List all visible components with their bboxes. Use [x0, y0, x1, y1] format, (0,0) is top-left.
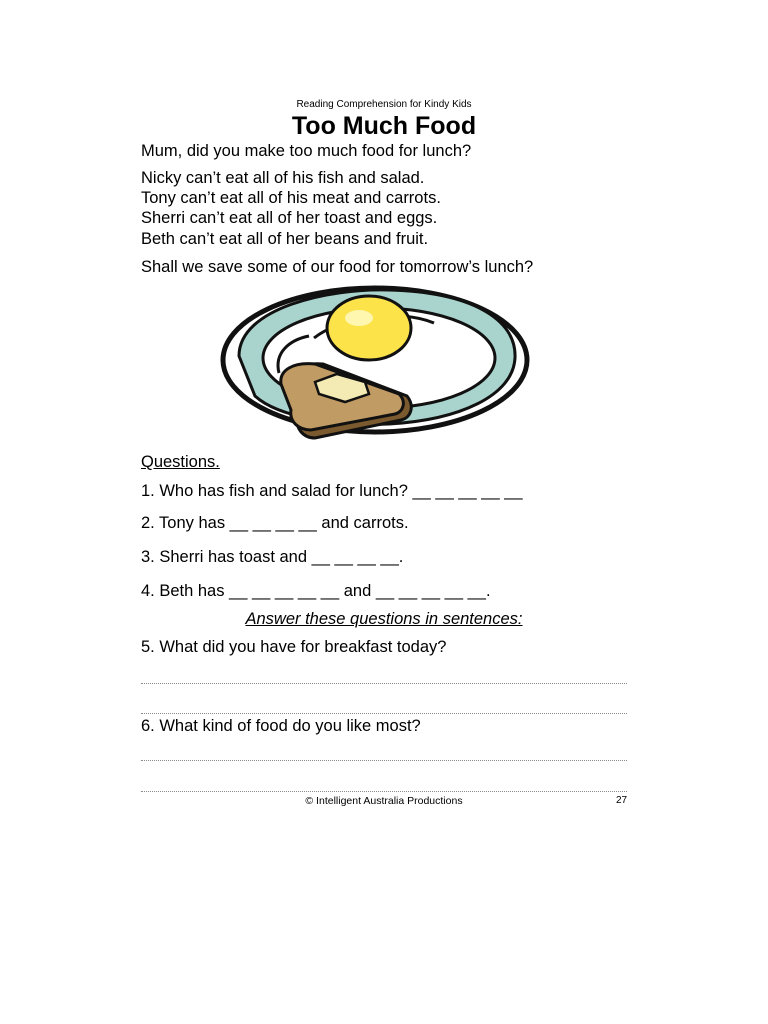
story-line: Beth can’t eat all of her beans and fruit.: [141, 230, 429, 248]
page-number: 27: [616, 795, 628, 806]
sentence-instruction: Answer these questions in sentences:: [245, 610, 523, 628]
page-title: Too Much Food: [291, 112, 477, 140]
story-line: Sherri can’t eat all of her toast and eggs.: [141, 209, 438, 227]
copyright-footer: © Intelligent Australia Productions: [305, 795, 463, 807]
story-intro: Mum, did you make too much food for lunch?: [141, 142, 472, 160]
question-3: 3. Sherri has toast and __ __ __ __.: [141, 548, 404, 566]
worksheet-series-header: Reading Comprehension for Kindy Kids: [296, 99, 472, 110]
question-2: 2. Tony has __ __ __ __ and carrots.: [141, 514, 409, 532]
story-line: Nicky can’t eat all of his fish and salad.: [141, 169, 425, 187]
answer-line: [141, 713, 627, 714]
answer-line: [141, 791, 627, 792]
answer-line: [141, 760, 627, 761]
answer-line: [141, 683, 627, 684]
question-1: 1. Who has fish and salad for lunch? __ __ __ __ __: [141, 482, 523, 500]
question-6: 6. What kind of food do you like most?: [141, 717, 421, 735]
question-4: 4. Beth has __ __ __ __ __ and __ __ __ __ __.: [141, 582, 491, 600]
question-5: 5. What did you have for breakfast today?: [141, 638, 447, 656]
plate-egg-toast-icon: [219, 278, 535, 453]
questions-heading: Questions.: [141, 453, 220, 471]
story-closing: Shall we save some of our food for tomorrow’s lunch?: [141, 258, 534, 276]
story-line: Tony can’t eat all of his meat and carrots.: [141, 189, 441, 207]
